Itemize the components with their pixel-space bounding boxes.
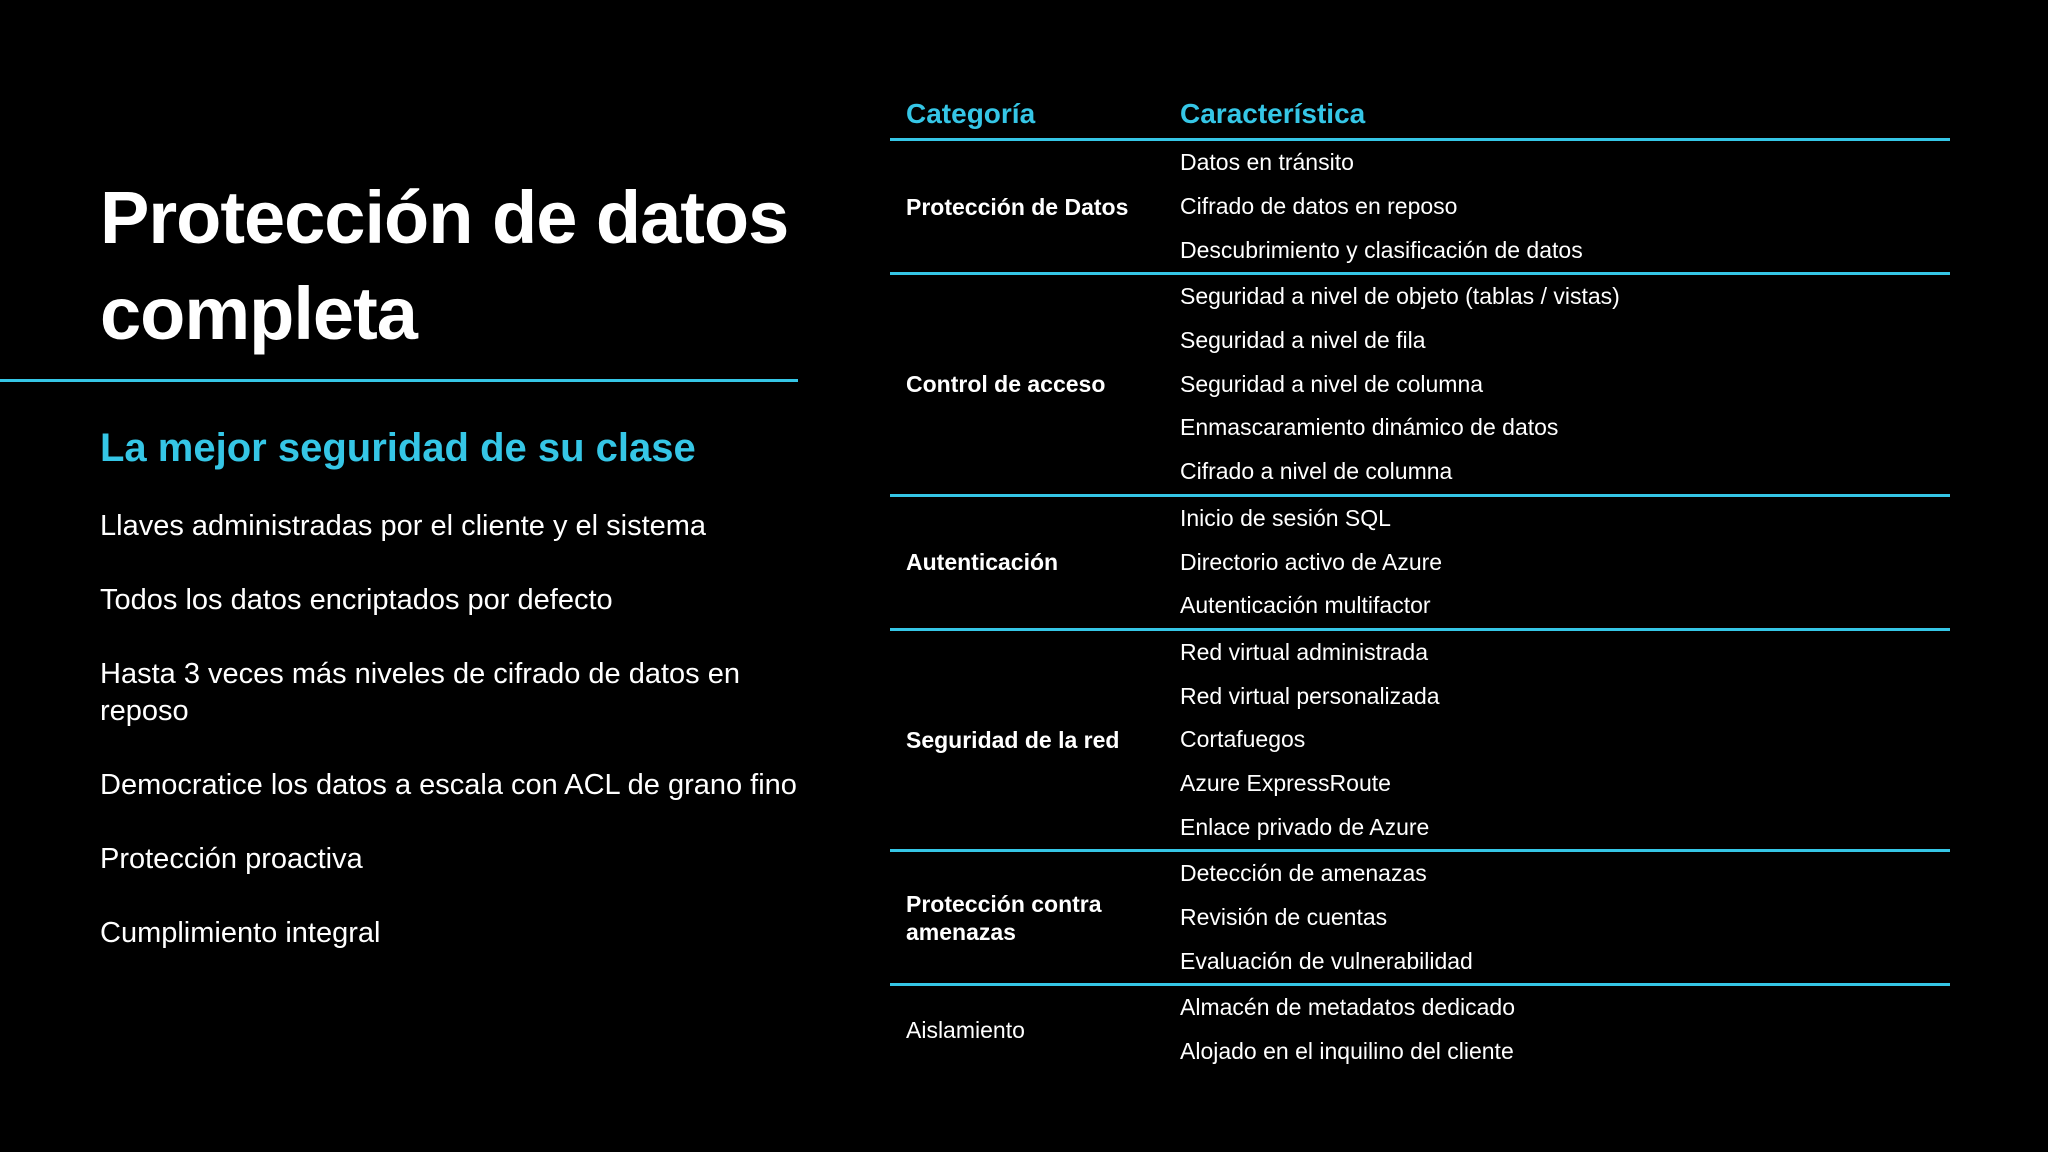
feature-label: Inicio de sesión SQL — [1180, 504, 1391, 531]
category-cell: Protección contra amenazas — [906, 890, 1102, 945]
feature-list — [1180, 497, 1950, 628]
table-row — [1180, 141, 1950, 185]
feature-label: Detección de amenazas — [1180, 860, 1427, 887]
table-row — [1180, 584, 1950, 628]
bullet-item: Democratice los datos a escala con ACL de grano fino — [100, 769, 797, 801]
feature-label: Azure ExpressRoute — [1180, 769, 1391, 796]
table-row — [1180, 805, 1950, 849]
title-divider — [0, 379, 798, 382]
feature-label: Enmascaramiento dinámico de datos — [1180, 414, 1559, 441]
table-row — [1180, 319, 1950, 363]
table-group — [890, 852, 1950, 986]
feature-label: Red virtual personalizada — [1180, 682, 1440, 709]
table-group — [890, 275, 1950, 496]
feature-label: Directorio activo de Azure — [1180, 548, 1443, 575]
table-header — [890, 96, 1950, 141]
feature-label: Cifrado a nivel de columna — [1180, 458, 1453, 485]
slide-subtitle: La mejor seguridad de su clase — [100, 426, 696, 470]
category-cell: Control de acceso — [906, 371, 1106, 398]
feature-list — [1180, 141, 1950, 272]
table-row — [1180, 631, 1950, 675]
feature-label: Enlace privado de Azure — [1180, 813, 1430, 840]
header-category: Categoría — [906, 98, 1036, 129]
feature-label: Red virtual administrada — [1180, 638, 1429, 665]
feature-label: Autenticación multifactor — [1180, 592, 1431, 619]
feature-label: Evaluación de vulnerabilidad — [1180, 947, 1473, 974]
table-row — [1180, 185, 1950, 229]
table-row — [1180, 497, 1950, 541]
bullet-item: Hasta 3 veces más niveles de cifrado de datos en reposo — [100, 658, 740, 727]
feature-label: Cortafuegos — [1180, 726, 1306, 753]
table-row — [1180, 674, 1950, 718]
table-row — [1180, 762, 1950, 806]
table-row — [1180, 896, 1950, 940]
table-row — [1180, 718, 1950, 762]
table-body — [890, 141, 1950, 1073]
table-row — [1180, 986, 1950, 1030]
category-cell: Autenticación — [906, 549, 1059, 576]
bullet-item: Llaves administradas por el cliente y el sistema — [100, 510, 707, 542]
table-group — [890, 141, 1950, 275]
table-row — [1180, 406, 1950, 450]
feature-list — [1180, 986, 1950, 1073]
bullet-item: Cumplimiento integral — [100, 917, 381, 949]
feature-table — [890, 96, 1950, 1073]
table-row — [1180, 275, 1950, 319]
feature-label: Seguridad a nivel de fila — [1180, 327, 1426, 354]
table-group — [890, 986, 1950, 1073]
slide-title: Protección de datos completa — [100, 176, 789, 355]
bullet-item: Todos los datos encriptados por defecto — [100, 584, 613, 616]
feature-list — [1180, 275, 1950, 493]
feature-label: Seguridad a nivel de objeto (tablas / vistas) — [1180, 283, 1620, 310]
table-row — [1180, 228, 1950, 272]
table-row — [1180, 450, 1950, 494]
feature-label: Descubrimiento y clasificación de datos — [1180, 236, 1583, 263]
bullet-item: Protección proactiva — [100, 843, 363, 875]
feature-label: Seguridad a nivel de columna — [1180, 370, 1484, 397]
category-cell: Protección de Datos — [906, 193, 1129, 220]
table-row — [1180, 852, 1950, 896]
header-feature: Característica — [1180, 98, 1366, 129]
feature-list — [1180, 631, 1950, 849]
feature-label: Alojado en el inquilino del cliente — [1180, 1038, 1514, 1065]
table-row — [1180, 540, 1950, 584]
table-row — [1180, 362, 1950, 406]
feature-label: Datos en tránsito — [1180, 149, 1354, 176]
table-group — [890, 497, 1950, 631]
table-group — [890, 631, 1950, 852]
category-cell: Seguridad de la red — [906, 726, 1120, 753]
table-row — [1180, 1030, 1950, 1074]
bullet-list — [100, 508, 830, 989]
category-cell: Aislamiento — [906, 1016, 1025, 1043]
table-row — [1180, 939, 1950, 983]
feature-list — [1180, 852, 1950, 983]
feature-label: Cifrado de datos en reposo — [1180, 193, 1458, 220]
feature-label: Almacén de metadatos dedicado — [1180, 994, 1515, 1021]
feature-label: Revisión de cuentas — [1180, 904, 1388, 931]
